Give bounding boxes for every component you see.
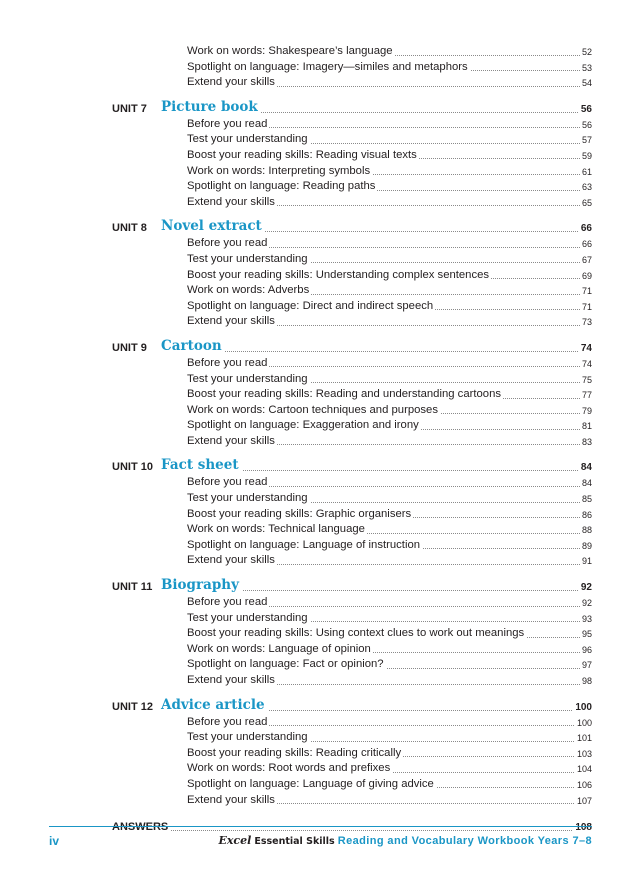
answers-label: ANSWERS	[112, 821, 169, 834]
toc-entry[interactable]	[187, 642, 592, 658]
unit-page-number: 74	[580, 342, 592, 354]
unit-heading[interactable]	[112, 697, 592, 715]
toc-entry[interactable]	[187, 44, 592, 60]
entry-title: Before you read	[187, 596, 268, 609]
entry-title: Before you read	[187, 117, 268, 130]
entry-page-number: 79	[581, 405, 592, 416]
entry-page-number: 95	[581, 629, 592, 640]
entry-page-number: 85	[581, 494, 592, 505]
toc-entry[interactable]	[187, 434, 592, 450]
toc-entry[interactable]	[187, 777, 592, 793]
entry-title: Test your understanding	[187, 252, 308, 265]
toc-entry[interactable]	[187, 117, 592, 133]
entry-page-number: 59	[581, 150, 592, 161]
toc-entry[interactable]	[187, 595, 592, 611]
toc-entry[interactable]	[187, 75, 592, 91]
unit-section	[0, 218, 640, 330]
unit-label: UNIT 11	[112, 580, 160, 594]
unit-title: Fact sheet	[161, 457, 242, 474]
entry-title: Before you read	[187, 237, 268, 250]
entry-page-number: 77	[581, 390, 592, 401]
entry-page-number: 61	[581, 166, 592, 177]
product-title: Reading and Vocabulary Workbook Years 7–8	[337, 835, 592, 847]
toc-entry[interactable]	[187, 475, 592, 491]
toc-entry[interactable]	[187, 761, 592, 777]
unit-label: UNIT 9	[112, 341, 160, 355]
unit-label: UNIT 8	[112, 221, 160, 235]
entry-title: Spotlight on language: Reading paths	[187, 180, 376, 193]
unit-title: Picture book	[161, 99, 261, 116]
entry-title: Boost your reading skills: Reading and understanding cartoons	[187, 388, 501, 401]
series-name: Essential Skills	[254, 836, 335, 847]
entry-page-number: 83	[581, 436, 592, 447]
unit-heading[interactable]	[112, 218, 592, 236]
unit-heading[interactable]	[112, 338, 592, 356]
entry-page-number: 92	[581, 598, 592, 609]
entry-title: Work on words: Cartoon techniques and purposes	[187, 403, 438, 416]
toc-entry[interactable]	[187, 538, 592, 554]
unit-title: Biography	[161, 577, 242, 594]
entry-title: Extend your skills	[187, 434, 275, 447]
toc-entry[interactable]	[187, 372, 592, 388]
entry-title: Boost your reading skills: Reading visual texts	[187, 148, 417, 161]
entry-page-number: 100	[576, 717, 592, 728]
brand-name: Excel	[218, 834, 252, 847]
entry-title: Extend your skills	[187, 674, 275, 686]
unit-list	[0, 99, 640, 808]
unit-page-number: 66	[580, 223, 592, 235]
unit-page-number: 84	[580, 462, 592, 474]
toc-entry[interactable]	[187, 715, 592, 731]
toc-entry[interactable]	[187, 673, 592, 689]
toc-entry[interactable]	[187, 299, 592, 315]
unit-label: UNIT 7	[112, 102, 160, 116]
entry-title: Boost your reading skills: Reading critically	[187, 746, 402, 759]
unit-heading[interactable]	[112, 457, 592, 475]
unit-section	[0, 338, 640, 450]
entry-page-number: 91	[581, 556, 592, 567]
unit-label: UNIT 12	[112, 700, 160, 714]
entry-title: Extend your skills	[187, 315, 275, 328]
toc-entry[interactable]	[187, 387, 592, 403]
unit-title: Novel extract	[161, 218, 265, 235]
toc-entry[interactable]	[187, 314, 592, 330]
answers-page-number: 108	[575, 822, 592, 834]
entry-page-number: 88	[581, 525, 592, 536]
entry-page-number: 101	[576, 733, 592, 744]
toc-entry[interactable]	[187, 793, 592, 809]
book-title	[218, 834, 592, 849]
entry-title: Boost your reading skills: Using context clues to work out meanings	[187, 627, 525, 640]
unit-section	[0, 577, 640, 689]
entry-page-number: 71	[581, 301, 592, 312]
entry-page-number: 56	[581, 119, 592, 130]
entry-page-number: 96	[581, 644, 592, 655]
toc-entry[interactable]	[187, 148, 592, 164]
toc-entry[interactable]	[187, 626, 592, 642]
toc-entry[interactable]	[187, 356, 592, 372]
unit-section	[0, 697, 640, 809]
toc-entry[interactable]	[187, 132, 592, 148]
entry-title: Extend your skills	[187, 76, 275, 89]
table-of-contents	[0, 44, 640, 836]
entry-page-number: 106	[576, 779, 592, 790]
entry-title: Extend your skills	[187, 554, 275, 567]
entry-title: Before you read	[187, 476, 268, 489]
unit-label: UNIT 10	[112, 460, 160, 474]
entry-page-number: 81	[581, 421, 592, 432]
unit-page-number: 56	[580, 103, 592, 115]
entry-page-number: 71	[581, 286, 592, 297]
entry-title: Work on words: Technical language	[187, 523, 365, 536]
entry-page-number: 84	[581, 478, 592, 489]
entry-page-number: 97	[581, 660, 592, 671]
entry-title: Boost your reading skills: Graphic organisers	[187, 507, 412, 520]
entry-page-number: 65	[581, 197, 592, 208]
entry-title: Extend your skills	[187, 195, 275, 208]
entry-title: Work on words: Interpreting symbols	[187, 164, 371, 177]
page-footer	[49, 826, 592, 849]
toc-entry[interactable]	[187, 403, 592, 419]
entry-title: Spotlight on language: Language of instruction	[187, 538, 421, 551]
entry-page-number: 75	[581, 374, 592, 385]
entry-page-number: 63	[581, 182, 592, 193]
dot-leader	[161, 351, 592, 352]
entry-page-number: 98	[581, 676, 592, 686]
entry-page-number: 86	[581, 509, 592, 520]
unit-title: Cartoon	[161, 338, 225, 355]
unit-page-number: 92	[580, 582, 592, 594]
toc-entry[interactable]	[187, 283, 592, 299]
toc-entry[interactable]	[187, 657, 592, 673]
toc-entry[interactable]	[187, 491, 592, 507]
unit-section	[0, 99, 640, 211]
toc-entry[interactable]	[187, 179, 592, 195]
entry-page-number: 74	[581, 358, 592, 369]
entry-page-number: 93	[581, 613, 592, 624]
toc-entry[interactable]	[187, 164, 592, 180]
toc-entry[interactable]	[187, 195, 592, 211]
toc-entry[interactable]	[187, 418, 592, 434]
entry-title: Spotlight on language: Direct and indirect speech	[187, 299, 434, 312]
entry-page-number: 67	[581, 254, 592, 265]
entry-title: Test your understanding	[187, 611, 308, 624]
unit-section	[0, 457, 640, 569]
toc-entry[interactable]	[187, 611, 592, 627]
toc-entry[interactable]	[187, 746, 592, 762]
entry-title: Work on words: Language of opinion	[187, 642, 371, 655]
entry-page-number: 104	[576, 764, 592, 775]
toc-entry[interactable]	[187, 236, 592, 252]
entry-page-number: 66	[581, 239, 592, 250]
unit-heading[interactable]	[112, 577, 592, 595]
toc-entry[interactable]	[187, 252, 592, 268]
entry-title: Test your understanding	[187, 372, 308, 385]
entry-title: Test your understanding	[187, 731, 308, 744]
entry-page-number: 52	[581, 47, 592, 57]
toc-entry[interactable]	[187, 507, 592, 523]
entry-page-number: 69	[581, 270, 592, 281]
unit-page-number: 100	[575, 701, 592, 713]
unit-title: Advice article	[161, 697, 268, 714]
entry-page-number: 89	[581, 540, 592, 551]
entry-page-number: 103	[576, 748, 592, 759]
entry-title: Spotlight on language: Fact or opinion?	[187, 658, 384, 671]
entry-title: Boost your reading skills: Understanding complex sentences	[187, 268, 490, 281]
entry-title: Before you read	[187, 356, 268, 369]
entry-page-number: 53	[581, 62, 592, 73]
entry-title: Spotlight on language: Language of giving advice	[187, 777, 434, 790]
toc-entry[interactable]	[187, 522, 592, 538]
entry-page-number: 73	[581, 317, 592, 328]
entry-title: Extend your skills	[187, 793, 275, 806]
entry-page-number: 54	[581, 78, 592, 89]
footer-page-number: iv	[49, 834, 60, 848]
entry-title: Work on words: Root words and prefixes	[187, 762, 391, 775]
toc-entry[interactable]	[187, 730, 592, 746]
entry-title: Work on words: Adverbs	[187, 284, 310, 297]
entry-title: Spotlight on language: Imagery—similes and metaphors	[187, 60, 468, 73]
entry-title: Work on words: Shakespeare’s language	[187, 45, 393, 57]
unit-heading[interactable]	[112, 99, 592, 117]
toc-entry[interactable]	[187, 60, 592, 76]
entry-title: Spotlight on language: Exaggeration and irony	[187, 419, 419, 432]
toc-entry[interactable]	[187, 553, 592, 569]
entry-title: Test your understanding	[187, 133, 308, 146]
toc-entry[interactable]	[187, 268, 592, 284]
entry-page-number: 57	[581, 135, 592, 146]
entry-title: Before you read	[187, 715, 268, 728]
lead-entries	[0, 44, 640, 91]
entry-title: Test your understanding	[187, 492, 308, 505]
entry-page-number: 107	[576, 795, 592, 806]
